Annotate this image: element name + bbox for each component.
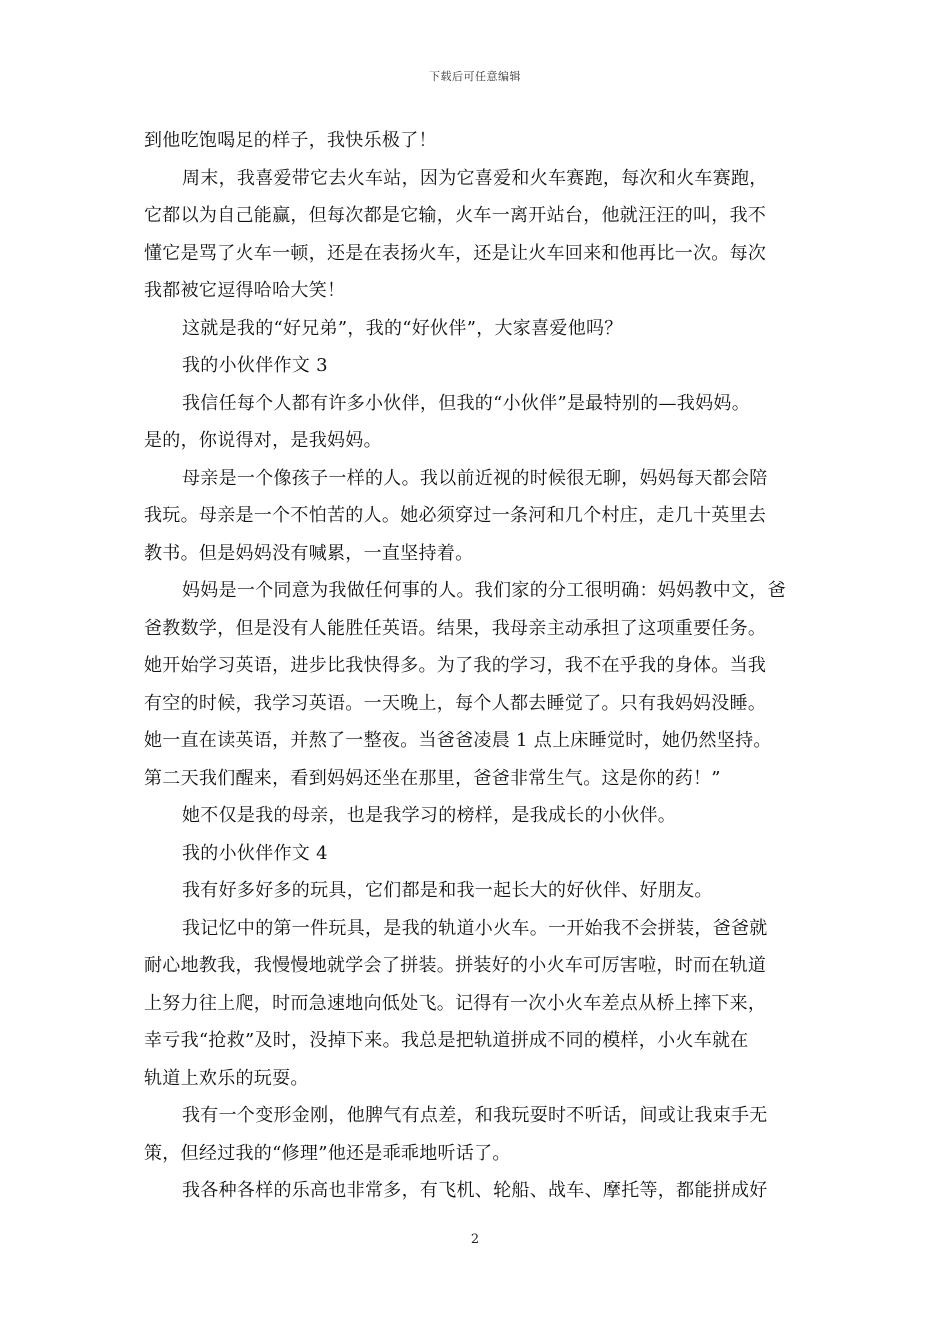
text-line: 这就是我的“好兄弟”，我的“好伙伴”，大家喜爱他吗？ (182, 317, 623, 339)
text-line: 母亲是一个像孩子一样的人。我以前近视的时候很无聊，妈妈每天都会陪 (182, 467, 768, 489)
text-line: 我各种各样的乐高也非常多，有飞机、轮船、战车、摩托等，都能拼成好 (182, 1180, 768, 1201)
text-line: 她不仅是我的母亲，也是我学习的榜样，是我成长的小伙伴。 (182, 805, 677, 826)
text-line: 我的小伙伴作文 4 (182, 842, 328, 864)
text-line: 我都被它逗得哈哈大笑！ (144, 280, 346, 301)
text-line: 她开始学习英语，进步比我快得多。为了我的学习，我不在乎我的身体。当我 (144, 655, 767, 676)
page-number: 2 (470, 1232, 480, 1247)
text-line: 轨道上欢乐的玩耍。 (144, 1067, 309, 1089)
text-line: 我有好多好多的玩具，它们都是和我一起长大的好伙伴、好朋友。 (182, 880, 713, 901)
text-line: 我有一个变形金刚，他脾气有点差，和我玩耍时不听话，间或让我束手无 (182, 1105, 768, 1126)
text-line: 懂它是骂了火车一顿，还是在表扬火车，还是让火车回来和他再比一次。每次 (144, 242, 767, 264)
text-line: 它都以为自己能赢，但每次都是它输，火车一离开站台，他就汪汪的叫，我不 (144, 205, 767, 226)
text-line: 教书。但是妈妈没有喊累，一直坚持着。 (144, 542, 474, 564)
text-line: 我的小伙伴作文 3 (182, 355, 328, 376)
text-line: 我信任每个人都有许多小伙伴，但我的“小伙伴”是最特别的—我妈妈。 (182, 392, 751, 414)
page-header-note: 下载后可任意编辑 (429, 70, 521, 83)
text-line: 爸教数学，但是没有人能胜任英语。结果，我母亲主动承担了这项重要任务。 (144, 617, 767, 639)
text-line: 周末，我喜爱带它去火车站，因为它喜爱和火车赛跑，每次和火车赛跑， (182, 167, 768, 189)
text-line: 幸亏我“抢救”及时，没掉下来。我总是把轨道拼成不同的模样，小火车就在 (144, 1030, 749, 1051)
text-line: 耐心地教我，我慢慢地就学会了拼装。拼装好的小火车可厉害啦，时而在轨道 (144, 955, 767, 976)
text-line: 她一直在读英语，并熬了一整夜。当爸爸凌晨 1 点上床睡觉时，她仍然坚持。 (144, 730, 772, 751)
text-line: 我记忆中的第一件玩具，是我的轨道小火车。一开始我不会拼装，爸爸就 (182, 917, 768, 939)
text-line: 是的，你说得对，是我妈妈。 (144, 430, 382, 451)
text-line: 第二天我们醒来，看到妈妈还坐在那里，爸爸非常生气。这是你的药！” (144, 767, 721, 789)
text-line: 妈妈是一个同意为我做任何事的人。我们家的分工很明确：妈妈教中文，爸 (182, 580, 786, 601)
text-line: 我玩。母亲是一个不怕苦的人。她必须穿过一条河和几个村庄，走几十英里去 (144, 505, 767, 526)
text-line: 有空的时候，我学习英语。一天晚上，每个人都去睡觉了。只有我妈妈没睡。 (144, 692, 767, 714)
text-line: 上努力往上爬，时而急速地向低处飞。记得有一次小火车差点从桥上摔下来， (144, 992, 767, 1014)
document-body (144, 122, 810, 1210)
text-line: 策，但经过我的“修理”他还是乖乖地听话了。 (144, 1142, 511, 1164)
text-line: 到他吃饱喝足的样子，我快乐极了！ (144, 130, 437, 151)
